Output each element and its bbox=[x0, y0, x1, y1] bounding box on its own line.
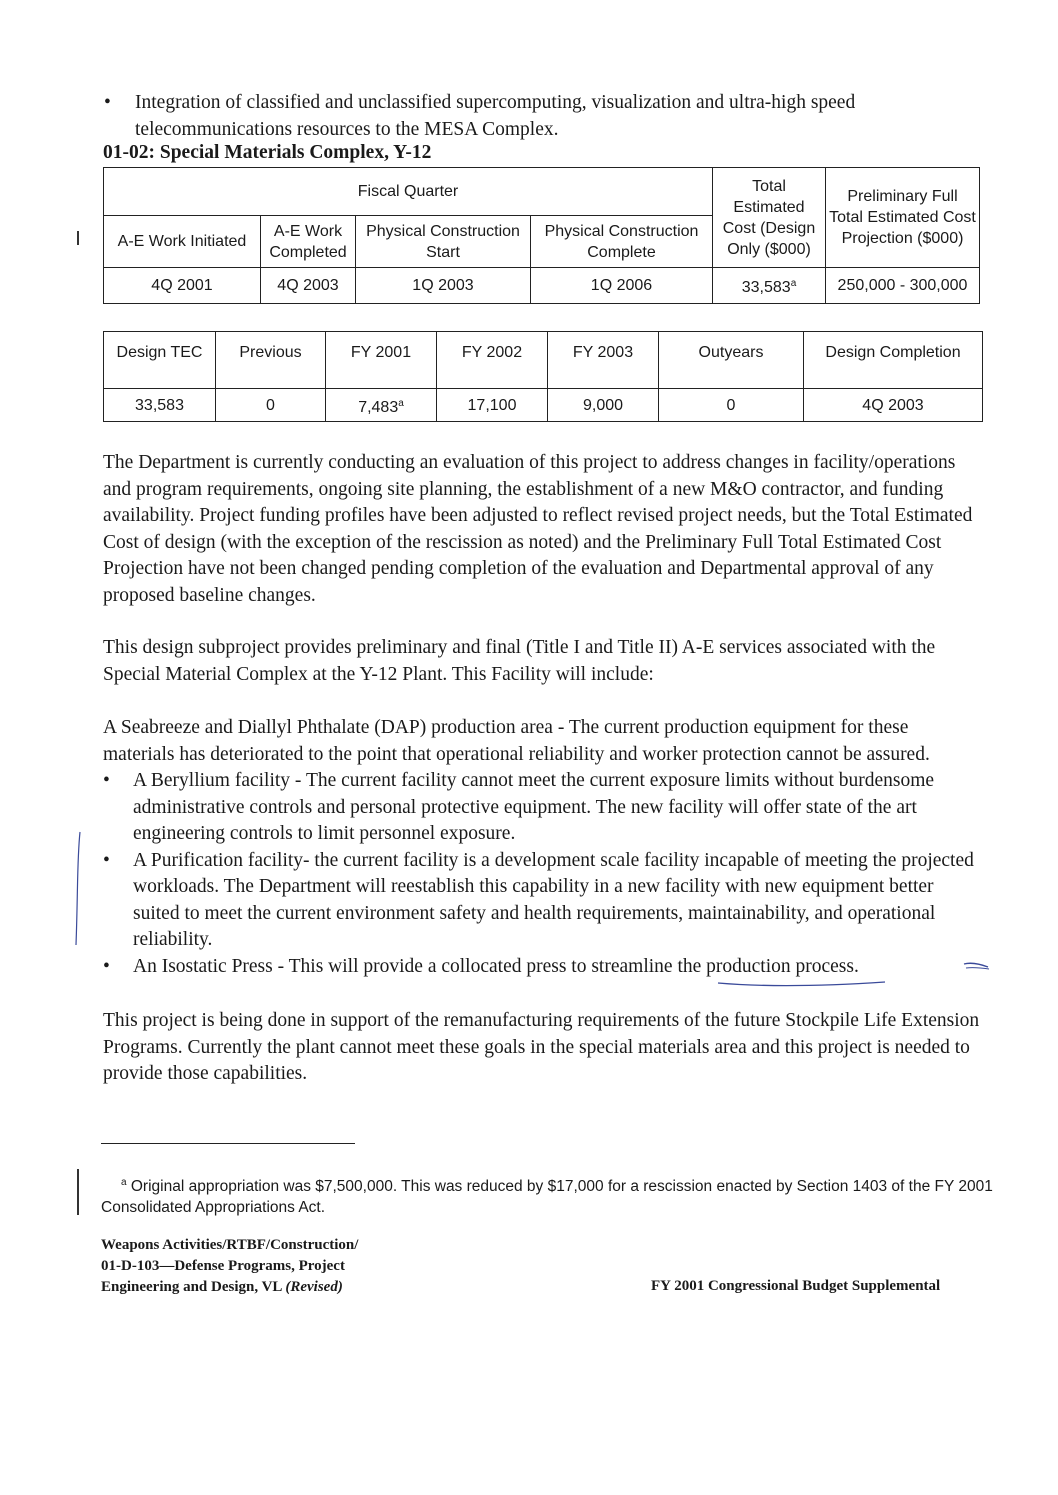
footnote-ref: a bbox=[790, 278, 797, 289]
bullet-marker: • bbox=[103, 955, 110, 977]
bullet-marker: • bbox=[103, 770, 110, 791]
footnote-text: Original appropriation was $7,500,000. This was reduced by $17,000 for a rescission enacted by Section 1403 of the FY 2001 Consolidated Appropriations Act. bbox=[101, 1178, 993, 1216]
footer-line bbox=[101, 1277, 358, 1298]
table-cell: 17,100 bbox=[437, 389, 548, 422]
list-item bbox=[103, 848, 983, 954]
paragraph-seabreeze: A Seabreeze and Diallyl Phthalate (DAP) production area - The current production equipment for these materials has deteriorated to the point that operational reliability and worker protection cannot be assured. bbox=[103, 717, 930, 765]
preliminary-header: Preliminary Full Total Estimated Cost Projection ($000) bbox=[826, 168, 980, 268]
section-heading: 01-02: Special Materials Complex, Y-12 bbox=[103, 142, 432, 163]
tec-value: 33,583 bbox=[741, 279, 791, 296]
fiscal-quarter-header: Fiscal Quarter bbox=[104, 168, 713, 216]
top-bullet bbox=[104, 90, 904, 143]
paragraph-evaluation: The Department is currently conducting an evaluation of this project to address changes in facility/operations and program requirements, ongoing site planning, the establishment of a new M&O contractor, and funding availability. Project funding profiles have been adjusted to reflect revised project needs, but the Total Estimated Cost of design (with the exception of the rescission as noted) and the Preliminary Full Total Estimated Cost Projection have not been changed pending completion of the evaluation and Departmental approval of any proposed baseline changes. bbox=[103, 452, 973, 606]
sub-header-construction-complete: Physical Construction Complete bbox=[531, 216, 713, 268]
footnote-ref: a bbox=[398, 397, 404, 409]
header-previous: Previous bbox=[216, 332, 326, 389]
revised-label: (Revised) bbox=[285, 1279, 343, 1295]
pen-margin-mark bbox=[68, 830, 88, 950]
footer-line: Weapons Activities/RTBF/Construction/ bbox=[101, 1237, 359, 1253]
table-cell: 9,000 bbox=[548, 389, 659, 422]
list-item bbox=[103, 768, 983, 848]
header-outyears: Outyears bbox=[659, 332, 804, 389]
footer-right: FY 2001 Congressional Budget Supplemental bbox=[651, 1278, 941, 1294]
table-cell-fy2001 bbox=[326, 389, 437, 422]
table-cell-tec bbox=[713, 268, 826, 304]
footnote bbox=[101, 1172, 1001, 1218]
schedule-table bbox=[103, 167, 980, 304]
header-fy2002: FY 2002 bbox=[437, 332, 548, 389]
bullet-text: A Purification facility- the current facility is a development scale facility incapable of meeting the projected workloads. The Department will reestablish this capability in a new facility with new equipment better suited to meet the current environment safety and health requirements, maintainability, and operational reliability. bbox=[133, 849, 974, 950]
table-cell: 1Q 2003 bbox=[356, 268, 531, 304]
footer-line-prefix: Engineering and Design, VL bbox=[101, 1279, 286, 1295]
sub-header-ae-initiated: A-E Work Initiated bbox=[104, 216, 261, 268]
table-cell: 0 bbox=[216, 389, 326, 422]
table-cell: 250,000 - 300,000 bbox=[826, 268, 980, 304]
funding-table bbox=[103, 331, 983, 422]
total-estimated-header: Total Estimated Cost (Design Only ($000) bbox=[713, 168, 826, 268]
bullet-marker: • bbox=[103, 849, 110, 871]
header-fy2001: FY 2001 bbox=[326, 332, 437, 389]
header-design-tec: Design TEC bbox=[104, 332, 216, 389]
bullet-marker: • bbox=[104, 92, 111, 113]
change-bar bbox=[77, 231, 79, 245]
paragraph-closing: This project is being done in support of the remanufacturing requirements of the future Stockpile Life Extension Programs. Currently the plant cannot meet these goals in the special materials area and this project is needed to provide those capabilities. bbox=[103, 1010, 980, 1084]
fy2001-value: 7,483 bbox=[358, 398, 399, 416]
sub-header-construction-start: Physical Construction Start bbox=[356, 216, 531, 268]
bullet-text: A Beryllium facility - The current facility cannot meet the current exposure limits without burdensome administrative controls and personal protective equipment. The new facility will offer state of the art engineering controls to limit personnel exposure. bbox=[133, 770, 935, 844]
table-cell: 4Q 2003 bbox=[804, 389, 983, 422]
footer-line: 01-D-103—Defense Programs, Project bbox=[101, 1258, 345, 1274]
table-cell: 4Q 2001 bbox=[104, 268, 261, 304]
pen-underline-mark bbox=[715, 976, 895, 990]
sub-header-ae-completed: A-E Work Completed bbox=[261, 216, 356, 268]
paragraph-subproject: This design subproject provides preliminary and final (Title I and Title II) A-E services associated with the Special Material Complex at the Y-12 Plant. This Facility will include: bbox=[103, 637, 936, 685]
bullet-text: Integration of classified and unclassified supercomputing, visualization and ultra-high speed telecommunications resources to the MESA Complex. bbox=[135, 92, 856, 140]
pen-arrow-mark bbox=[960, 958, 992, 974]
table-cell: 4Q 2003 bbox=[261, 268, 356, 304]
table-cell: 33,583 bbox=[104, 389, 216, 422]
facility-list bbox=[103, 768, 983, 980]
change-bar bbox=[77, 1169, 79, 1215]
table-cell: 0 bbox=[659, 389, 804, 422]
table-cell: 1Q 2006 bbox=[531, 268, 713, 304]
header-design-completion: Design Completion bbox=[804, 332, 983, 389]
footer-left bbox=[101, 1235, 358, 1298]
footnote-rule bbox=[101, 1143, 355, 1144]
bullet-text: An Isostatic Press - This will provide a collocated press to streamline the production process. bbox=[133, 955, 859, 977]
footnote-marker: a bbox=[121, 1177, 127, 1188]
header-fy2003: FY 2003 bbox=[548, 332, 659, 389]
